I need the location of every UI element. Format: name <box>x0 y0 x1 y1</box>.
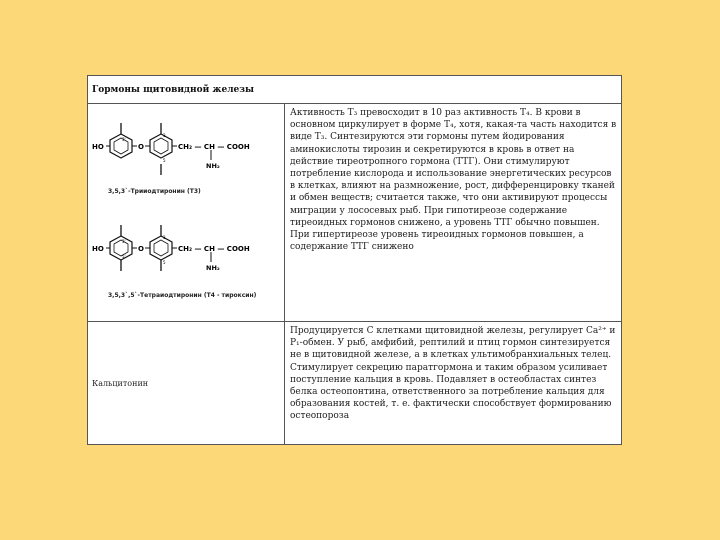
t4-nh2-label: NH₂ <box>206 264 220 272</box>
t4-o-label: O <box>138 245 144 253</box>
t3-structural-formula <box>92 120 282 180</box>
formula-cell <box>88 104 285 322</box>
t4-chain-label: CH₂ — CH — COOH <box>178 245 250 253</box>
calcitonin-description: Продуцируется С клетками щитовидной железы, регулирует Ca²⁺ и P₁-обмен. У рыб, амфибий, рептилий и птиц гормон синтезируется не в щитовидной железе, а в клетках ультимобранхиальных телец. Стимулирует секрецию паратгормона и таким образом усиливает поступление кальция в кровь. Подавляет в остеобластах синтез белка остеопонтина, ответственного за потребление кальция для образования костей, т. е. фактически способствует формированию остеопороза <box>290 326 616 422</box>
table-header-cell <box>88 76 622 104</box>
t4-position-label: 3 <box>163 235 166 240</box>
t3-position-label: 3' <box>122 137 126 142</box>
table-row-thyroid <box>88 104 622 322</box>
t3-chain-label: CH₂ — CH — COOH <box>178 143 250 151</box>
t3-caption: 3,5,3`-Трииодтиронин (Т3) <box>108 188 201 195</box>
table-header-row <box>88 76 622 104</box>
table-title: Гормоны щитовидной железы <box>92 84 255 95</box>
t3-structure <box>92 120 282 184</box>
t4-position-label: 5' <box>122 254 126 259</box>
t4-caption: 3,5,3`,5`-Тетраиодтиронин (Т4 - тироксин) <box>108 292 257 299</box>
thyroid-description: Активность Т₃ превосходит в 10 раз активность Т₄. В крови в основном циркулирует в форме Т₄, хотя, какая-та часть находится в виде Т₃. Синтезируются эти гормоны путем йодирования аминокислоты тирозин и секретируются в кровь в ответ на действие тиреотропного гормона (ТТГ). Они стимулируют потребление кислорода и использование энергетических ресурсов в клетках, влияют на размножение, рост, дифференцировку тканей и обмен веществ; считается также, что они активируют процессы миграции у лососевых рыб. При гипотиреозе содержание тиреоидных гормонов снижено, а уровень ТТГ обычно повышен. При гипертиреозе уровень тиреоидных гормонов повышен, а содержание ТТГ снижено <box>290 108 617 253</box>
t3-position-label: 3 <box>163 133 166 138</box>
calcitonin-label: Кальцитонин <box>92 378 149 388</box>
t4-position-label: 3' <box>122 239 126 244</box>
table-row-calcitonin <box>88 322 622 445</box>
hormone-table <box>87 75 622 445</box>
t3-o-label: O <box>138 143 144 151</box>
t3-ho-label: HO <box>92 143 104 151</box>
t4-structural-formula <box>92 222 282 282</box>
calcitonin-label-cell <box>88 322 285 445</box>
calcitonin-description-cell <box>285 322 622 445</box>
t3-nh2-label: NH₂ <box>206 162 220 170</box>
thyroid-description-cell <box>285 104 622 322</box>
t4-ho-label: HO <box>92 245 104 253</box>
t3-position-label: 5 <box>163 158 166 163</box>
t4-position-label: 5 <box>163 260 166 265</box>
t4-structure <box>92 222 282 286</box>
